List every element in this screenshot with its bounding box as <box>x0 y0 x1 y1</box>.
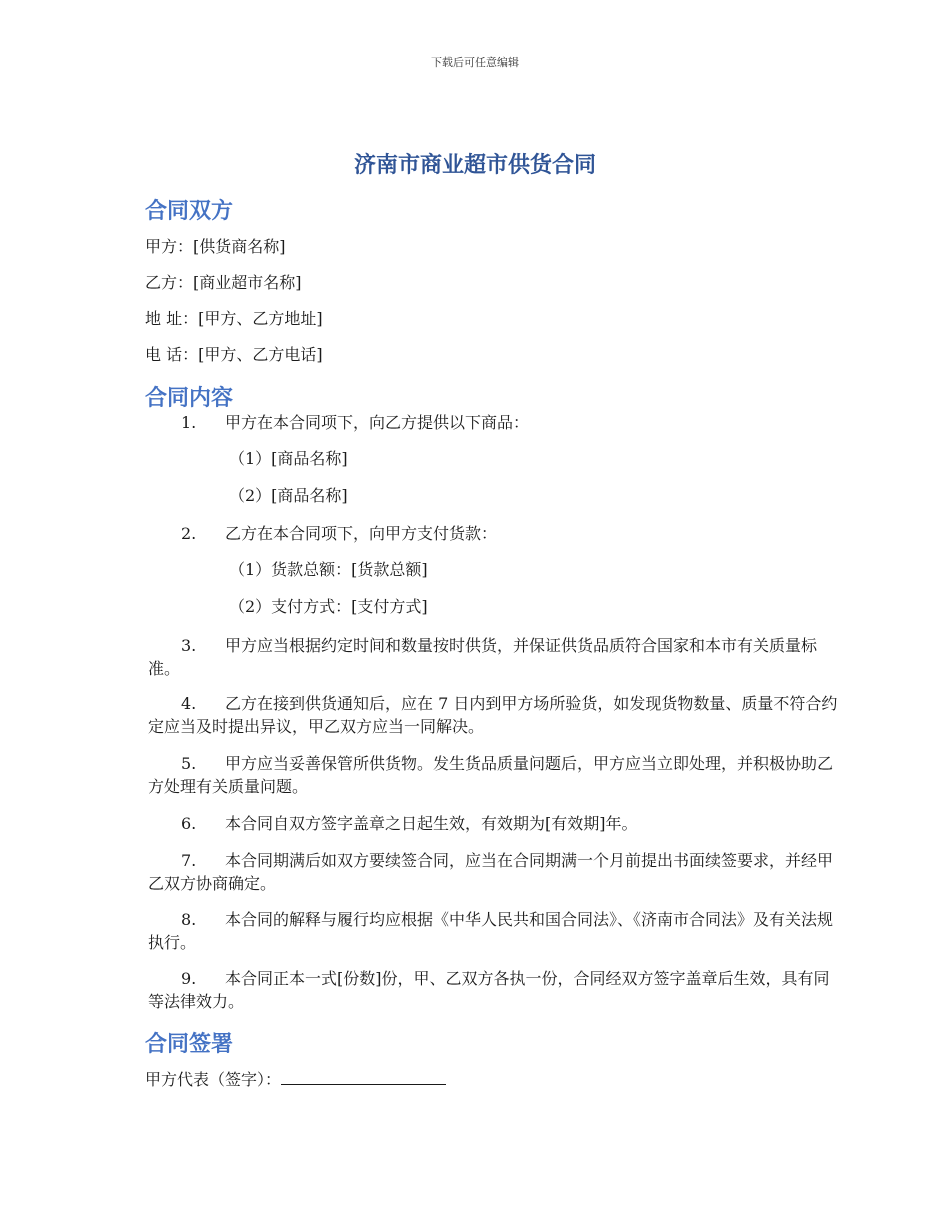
clause-text: 甲方应当妥善保管所供货物。发生货品质量问题后，甲方应当立即处理，并积极协助乙方处理有关质量问题。 <box>148 754 834 796</box>
clause-text: 乙方在接到供货通知后，应在 7 日内到甲方场所验货，如发现货物数量、质量不符合约定应当及时提出异议，甲乙双方应当一同解决。 <box>148 694 838 736</box>
clause-number: 3. <box>181 636 197 655</box>
clause-number: 2. <box>181 524 197 543</box>
party-a-signature-row <box>145 1069 446 1091</box>
clause-text: 本合同自双方签字盖章之日起生效，有效期为[有效期]年。 <box>225 814 638 833</box>
party-a-signature-field[interactable] <box>281 1069 446 1085</box>
clause-text: 甲方应当根据约定时间和数量按时供货，并保证供货品质符合国家和本市有关质量标准。 <box>148 636 818 678</box>
section-heading-parties: 合同双方 <box>145 199 234 224</box>
clause-number: 9. <box>181 969 197 988</box>
clause-item <box>148 967 841 1013</box>
clause-number: 6. <box>181 814 197 833</box>
section-heading-signing: 合同签署 <box>145 1032 234 1057</box>
clause-item <box>148 812 841 835</box>
clause-text: 本合同正本一式[份数]份，甲、乙双方各执一份，合同经双方签字盖章后生效，具有同等法律效力。 <box>148 969 830 1011</box>
clause-text: 乙方在本合同项下，向甲方支付货款： <box>225 524 498 543</box>
clause-number: 4. <box>181 694 197 713</box>
sub-item: （1）[商品名称] <box>229 449 348 468</box>
phone-line: 电 话：[甲方、乙方电话] <box>145 345 323 364</box>
party-b-line: 乙方：[商业超市名称] <box>145 273 302 292</box>
clause-item <box>148 634 841 680</box>
sub-item: （1）货款总额：[货款总额] <box>229 560 428 579</box>
clause-text: 本合同期满后如双方要续签合同，应当在合同期满一个月前提出书面续签要求，并经甲乙双方协商确定。 <box>148 851 834 893</box>
clause-text: 甲方在本合同项下，向乙方提供以下商品： <box>225 413 530 432</box>
clause-number: 8. <box>181 910 197 929</box>
clause-item <box>148 849 841 895</box>
clause-number: 7. <box>181 851 197 870</box>
header-note: 下载后可任意编辑 <box>431 56 519 69</box>
document-title: 济南市商业超市供货合同 <box>353 153 596 178</box>
address-line: 地 址：[甲方、乙方地址] <box>145 309 323 328</box>
party-a-signature-label: 甲方代表（签字）： <box>145 1070 282 1089</box>
clause-number: 1. <box>181 413 197 432</box>
clause-item <box>148 692 841 738</box>
clause-item <box>148 522 841 545</box>
clause-item <box>148 908 841 954</box>
sub-item: （2）[商品名称] <box>229 486 348 505</box>
section-heading-content: 合同内容 <box>145 386 234 411</box>
clause-text: 本合同的解释与履行均应根据《中华人民共和国合同法》、《济南市合同法》及有关法规执行。 <box>148 910 834 952</box>
clause-item <box>148 752 841 798</box>
party-a-line: 甲方：[供货商名称] <box>145 237 286 256</box>
clause-number: 5. <box>181 754 197 773</box>
clause-item <box>148 411 841 434</box>
sub-item: （2）支付方式：[支付方式] <box>229 597 428 616</box>
